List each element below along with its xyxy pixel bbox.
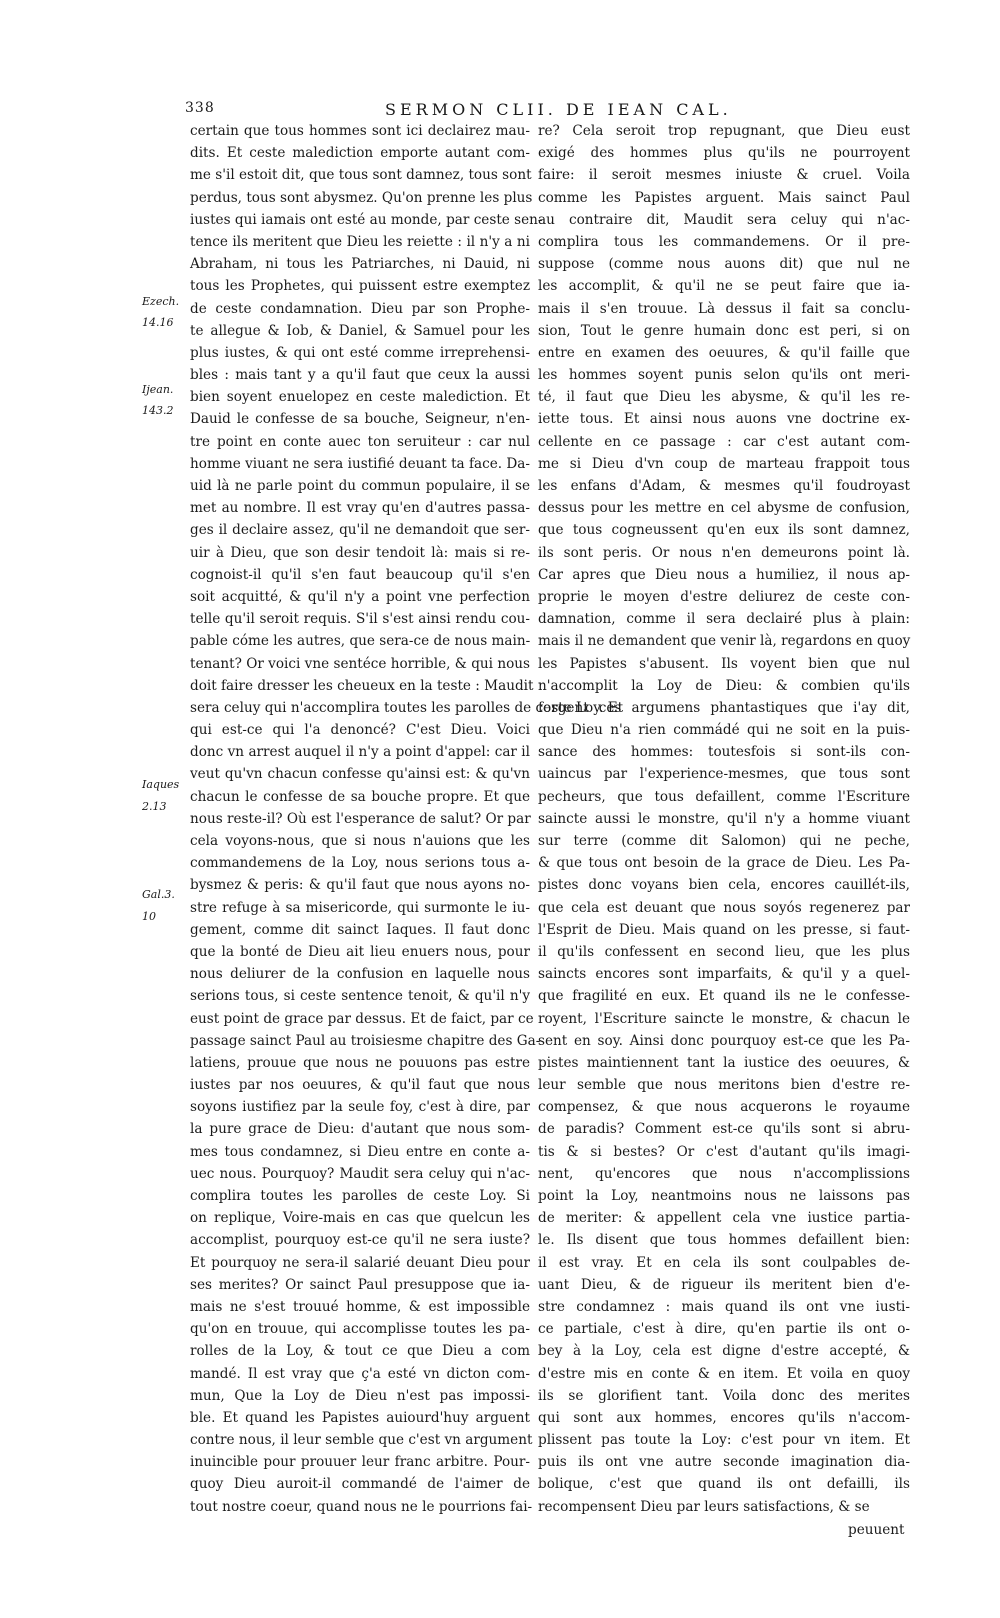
text-line: Car apres que Dieu nous a humiliez, il nous ap- [538,566,910,583]
text-line: que cela est deuant que nous soyós regenerez par [538,899,910,916]
text-line: tence ils meritent que Dieu les reiette : il n'y a ni [190,233,530,250]
text-line: les Papistes s'abusent. Ils voyent bien que nul [538,655,910,672]
text-line: de meriter: & appellent cela vne iustice partia- [538,1210,910,1227]
text-line: compensez, & que nous acquerons le royaume [538,1099,910,1116]
text-line: soit acquitté, & qu'il n'y a point vne perfection [190,588,530,605]
text-line: stre refuge à sa misericorde, qui surmonte le iu- [190,899,530,916]
text-line: proprie le moyen d'estre deliurez de ceste con- [538,588,910,605]
text-line: bien soyent enuelopez en ceste malediction. Et [190,389,530,406]
text-line: iette tous. Et ainsi nous auons vne doctrine ex- [538,411,910,428]
text-line: uaincus par l'experience-mesmes, que tous sont [538,766,910,783]
text-line: saincte aussi le monstre, qu'il n'y a homme viuant [538,810,910,827]
text-line: inuincible pour prouuer leur franc arbitre. Pour- [190,1454,530,1471]
text-line: plissent pas toute la Loy: c'est pour vn item. Et [538,1432,910,1449]
text-line: sance des hommes: toutesfois si sont-ils con- [538,744,910,761]
text-line: d'estre mis en conte & en item. Et voila en quoy [538,1365,910,1382]
text-line: faire: il seroit mesmes iniuste & cruel. Voila [538,167,910,184]
text-line: la pure grace de Dieu: d'autant que nous som- [190,1121,530,1138]
text-line: bles : mais tant y a qu'il faut que ceux la aussi [190,367,530,384]
text-line: puis ils ont vne autre seconde imagination dia- [538,1454,910,1471]
text-line: sent en soy. Ainsi donc pourquoy est-ce que les Pa- [538,1032,910,1049]
text-line: stre condamnez : mais quand ils ont vne iusti- [538,1298,910,1315]
text-line: tout nostre coeur, quand nous ne le pourrions fai- [190,1498,533,1515]
text-line: pistes maintiennent tant la iustice des oeuures, & [538,1054,910,1071]
text-line: que fragilité en eux. Et quand ils ne le confesse- [538,988,910,1005]
text-line: me s'il estoit dit, que tous sont damnez, tous sont [190,167,532,184]
text-line: les enfans d'Adam, & mesmes qu'il foudroyast [538,478,910,494]
text-line: bysmez & peris: & qu'il faut que nous ayons no- [190,877,530,894]
text-line: plus iustes, & qui ont esté comme irreprehensi- [190,344,530,361]
text-line: uir à Dieu, que son desir tendoit là: mais si re- [190,544,530,561]
text-line: mes tous condamnez, si Dieu entre en conte a- [190,1143,530,1160]
text-line: on replique, Voire-mais en cas que quelcun les [190,1210,530,1227]
text-line: il est vray. Et en cela ils sont coulpables de- [538,1254,910,1271]
text-line: mais il ne demandent que venir là, regardons en quoy [538,633,911,650]
text-line: uant Dieu, & de rigueur ils meritent bien d'e- [538,1276,910,1293]
text-line: accomplist, pourquoy est-ce qu'il ne sera iuste? [190,1232,530,1249]
text-line: bolique, c'est que quand ils ont defailli, ils [538,1476,910,1493]
text-line: sur terre (comme dit Salomon) qui ne peche, [538,833,910,849]
text-line: exigé des hommes plus qu'ils ne pourroyent [538,145,910,162]
running-title: SERMON CLII. DE IEAN CAL. [385,100,732,119]
right-column [538,120,910,1518]
text-line: pistes donc voyans bien cela, encores cauillét-ils, [538,877,910,894]
text-line: nent, qu'encores que nous n'accomplissions [538,1165,910,1182]
text-line: te allegue & Iob, & Daniel, & Samuel pour les [190,322,530,339]
text-line: sion, Tout le genre humain donc est peri, si on [538,322,910,339]
text-line: doit faire dresser les cheueux en la teste : Maudit [190,677,534,694]
margin-note: Iaques [142,778,180,791]
text-line: saincts encores sont imparfaits, & qu'il y a quel- [538,966,910,983]
text-line: nous deliurer de la confusion en laquelle nous [190,966,530,983]
margin-note: Gal.3. [142,888,175,901]
text-line: homme viuant ne sera iustifié deuant ta face. Da- [190,455,530,472]
text-line: bey à la Loy, cela est digne d'estre accepté, & [538,1343,910,1360]
text-line: damnation, comme il sera declairé plus à plain: [538,611,910,628]
text-line: cellente en ce passage : car c'est autant com- [538,433,910,450]
text-line: uec nous. Pourquoy? Maudit sera celuy qui n'ac- [190,1165,530,1182]
text-line: mais il s'en trouue. Là dessus il fait sa conclu- [538,300,910,317]
text-line: qu'on en trouue, qui accomplisse toutes les pa- [190,1321,530,1338]
text-line: veut qu'vn chacun confesse qu'ainsi est: & qu'vn [190,766,530,783]
text-line: mun, Que la Loy de Dieu n'est pas impossi- [190,1387,530,1404]
text-line: cognoist-il qu'il s'en faut beaucoup qu'il s'en [190,566,530,583]
margin-note: Ijean. [142,383,174,396]
text-line: les hommes soyent punis selon qu'ils ont meri- [538,367,910,384]
text-line: de paradis? Comment est-ce qu'ils sont si abru- [538,1121,910,1138]
margin-note: Ezech. [142,295,180,308]
text-line: mandé. Il est vray que ç'a esté vn dicton com- [190,1365,530,1382]
text-line: que tous cogneussent qu'en eux ils sont damnez, [538,522,910,539]
text-line: tis & si bestes? Or c'est d'autant qu'ils imagi- [538,1143,910,1160]
text-line: pecheurs, que tous defaillent, comme l'Escriture [538,788,910,805]
text-line: re? Cela seroit trop repugnant, que Dieu eust [538,123,910,139]
text-line: il qu'ils confessent en second lieu, que les plus [538,943,910,960]
text-line: ils se glorifient tant. Voila donc des merites [538,1387,910,1404]
text-line: ges il declaire assez, qu'il ne demandoit que ser- [190,522,530,539]
text-line: chacun le confesse de sa bouche propre. Et que [190,788,530,805]
text-line: té, il faut que Dieu les abysme, & qu'il les re- [538,389,910,406]
text-line: passage sainct Paul au troisiesme chapitre des Ga- [190,1032,541,1049]
text-line: ble. Et quand les Papistes auiourd'huy arguent [190,1409,530,1426]
text-line: nous reste-il? Où est l'esperance de salut? Or par [190,810,531,827]
text-line: tous les Prophetes, qui puissent estre exemptez [190,278,530,295]
text-line: iustes par nos oeuures, & qu'il faut que nous [190,1077,530,1094]
text-line: mais ne s'est trouué homme, & est impossible [190,1298,530,1315]
text-line: tre point en conte auec ton seruiteur : car nul [190,433,530,450]
text-line: uid là ne parle point du commun populaire, il se [190,478,530,494]
text-line: au contraire dit, Maudit sera celuy qui n'ac- [538,211,910,228]
text-line: gement, comme dit sainct Iaques. Il faut donc [190,921,530,938]
text-line: me si Dieu d'vn coup de marteau frappoit tous [538,455,910,472]
text-line: Dauid le confesse de sa bouche, Seigneur, n'en- [190,411,530,428]
text-line: qui sont aux hommes, encores qu'ils n'accom- [538,1409,910,1426]
text-line: contre nous, il leur semble que c'est vn argument [190,1432,533,1449]
text-line: cela voyons-nous, que si nous n'auions que les [190,833,530,849]
text-line: pable cóme les autres, que sera-ce de nous main- [190,633,531,650]
text-line: n'accomplit la Loy de Dieu: & combien qu'ils [538,677,910,694]
text-line: complira toutes les parolles de ceste Loy. Si [190,1188,530,1204]
margin-note: 2.13 [142,800,167,813]
margin-note: 143.2 [142,404,174,417]
text-line: soyons iustifiez par la seule foy, c'est à dire, par [190,1099,530,1116]
text-line: met au nombre. Il est vray qu'en d'autres passa- [190,500,530,517]
text-line: eust point de grace par dessus. Et de faict, par ce [190,1010,534,1027]
text-line: que Dieu n'a rien commádé qui ne soit en la puis- [538,722,910,739]
text-line: entre en examen des oeuures, & qu'il faille que [538,344,910,361]
text-line: qui est-ce qui l'a denoncé? C'est Dieu. Voici [190,722,530,739]
text-line: forgent ces argumens phantastiques que i'ay dit, [538,699,910,716]
text-line: certain que tous hommes sont ici declairez mau- [190,123,530,139]
text-line: serions tous, si ceste sentence tenoit, & qu'il n'y [190,988,530,1005]
text-line: commandemens de la Loy, nous serions tous a- [190,855,530,872]
text-line: perdus, tous sont abysmez. Qu'on prenne les plus [190,189,533,206]
text-line: l'Esprit de Dieu. Mais quand on les presse, si faut- [538,921,910,938]
text-line: tenant? Or voici vne sentéce horrible, & qui nous [190,655,530,672]
text-line: donc vn arrest auquel il n'y a point d'appel: car il [190,744,530,761]
text-line: Abraham, ni tous les Patriarches, ni Dauid, ni [190,256,530,273]
text-line: complira tous les commandemens. Or il pre- [538,233,910,250]
text-line: de ceste condamnation. Dieu par son Prophe- [190,300,530,317]
text-line: Et pourquoy ne sera-il salarié deuant Dieu pour [190,1254,530,1271]
text-line: latiens, prouue que nous ne pouuons pas estre [190,1054,530,1071]
text-line: ils sont peris. Or nous n'en demeurons point là. [538,544,910,561]
text-line: royent, l'Escriture saincte le monstre, & chacun le [538,1010,910,1027]
text-line: que la bonté de Dieu ait lieu enuers nous, pour [190,943,530,960]
text-line: ce partiale, c'est à dire, qu'en partie ils ont o- [538,1321,910,1338]
text-line: rolles de la Loy, & tout ce que Dieu a com [190,1343,530,1360]
margin-note: 14.16 [142,316,174,329]
text-line: le. Ils disent que tous hommes defaillent bien: [538,1232,910,1249]
text-line: dessus pour les mettre en cel abysme de confusion, [538,500,910,517]
text-line: dits. Et ceste malediction emporte autant com- [190,145,530,162]
text-line: iustes qui iamais ont esté au monde, par ceste sen- [190,211,543,228]
margin-note: 10 [142,910,156,923]
text-line: point la Loy, neantmoins nous ne laissons pas [538,1188,910,1204]
text-line: suppose (comme nous auons dit) que nul ne [538,256,910,273]
text-line: sera celuy qui n'accomplira toutes les parolles de ceste Loy. Et [190,699,624,716]
text-line: & que tous ont besoin de la grace de Dieu. Les Pa- [538,855,910,872]
catchword: peuuent [848,1522,905,1538]
text-line: leur semble que nous meritons bien d'estre re- [538,1077,910,1094]
text-line: telle qu'il seroit requis. S'il s'est ainsi rendu cou- [190,611,530,628]
left-column [190,120,624,1518]
text-line: les accomplit, & qu'il ne se peut faire que ia- [538,278,910,295]
page-number: 338 [185,100,215,116]
text-line: ses merites? Or sainct Paul presuppose que ia- [190,1276,530,1293]
text-line: comme les Papistes arguent. Mais sainct Paul [538,189,910,206]
text-line: quoy Dieu auroit-il commandé de l'aimer de [190,1476,530,1493]
text-line: recompensent Dieu par leurs satisfactions, & se [538,1498,870,1515]
